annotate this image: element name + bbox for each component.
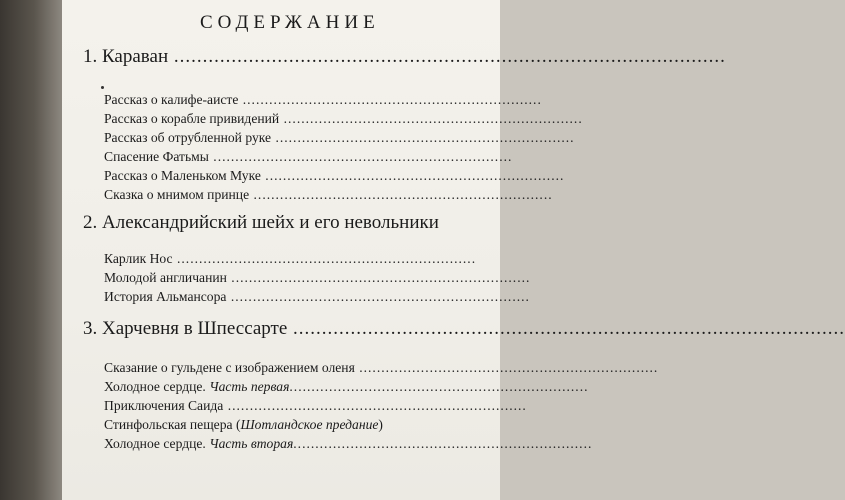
toc-entry: Карлик Нос .................................................................... bbox=[104, 251, 477, 266]
section-heading: 2. Александрийский шейх и его невольники bbox=[83, 212, 439, 233]
section-heading: 1. Караван ................................................................................................ bbox=[83, 46, 726, 67]
toc-entry: История Альмансора .................................................................... bbox=[104, 289, 530, 304]
toc-entry: Стинфольская пещера (Шотландское предание) bbox=[104, 417, 383, 432]
toc-entry: Приключения Саида .................................................................... bbox=[104, 398, 527, 413]
toc-entry: Холодное сердце. Часть вторая.................................................................... bbox=[104, 436, 593, 451]
pencil-mark bbox=[101, 86, 104, 89]
toc-entry: Рассказ о калифе-аисте .................................................................... bbox=[104, 92, 542, 107]
toc-entry: Сказка о мнимом принце .................................................................... bbox=[104, 187, 553, 202]
toc-entry: Рассказ о корабле привидений .................................................................... bbox=[104, 111, 583, 126]
toc-title: СОДЕРЖАНИЕ bbox=[200, 12, 380, 33]
section-heading: 3. Харчевня в Шпессарте ................................................................................................ bbox=[83, 318, 845, 339]
toc-entry: Молодой англичанин .................................................................... bbox=[104, 270, 531, 285]
toc-entry: Рассказ о Маленьком Муке .................................................................... bbox=[104, 168, 565, 183]
toc-entry: Рассказ об отрубленной руке .................................................................... bbox=[104, 130, 575, 145]
toc-entry: Спасение Фатьмы .................................................................... bbox=[104, 149, 513, 164]
toc-entry: Сказание о гульдене с изображением оленя .................................................................... bbox=[104, 360, 659, 375]
toc-entry: Холодное сердце. Часть первая.................................................................... bbox=[104, 379, 589, 394]
page-gutter-shadow bbox=[0, 0, 62, 500]
